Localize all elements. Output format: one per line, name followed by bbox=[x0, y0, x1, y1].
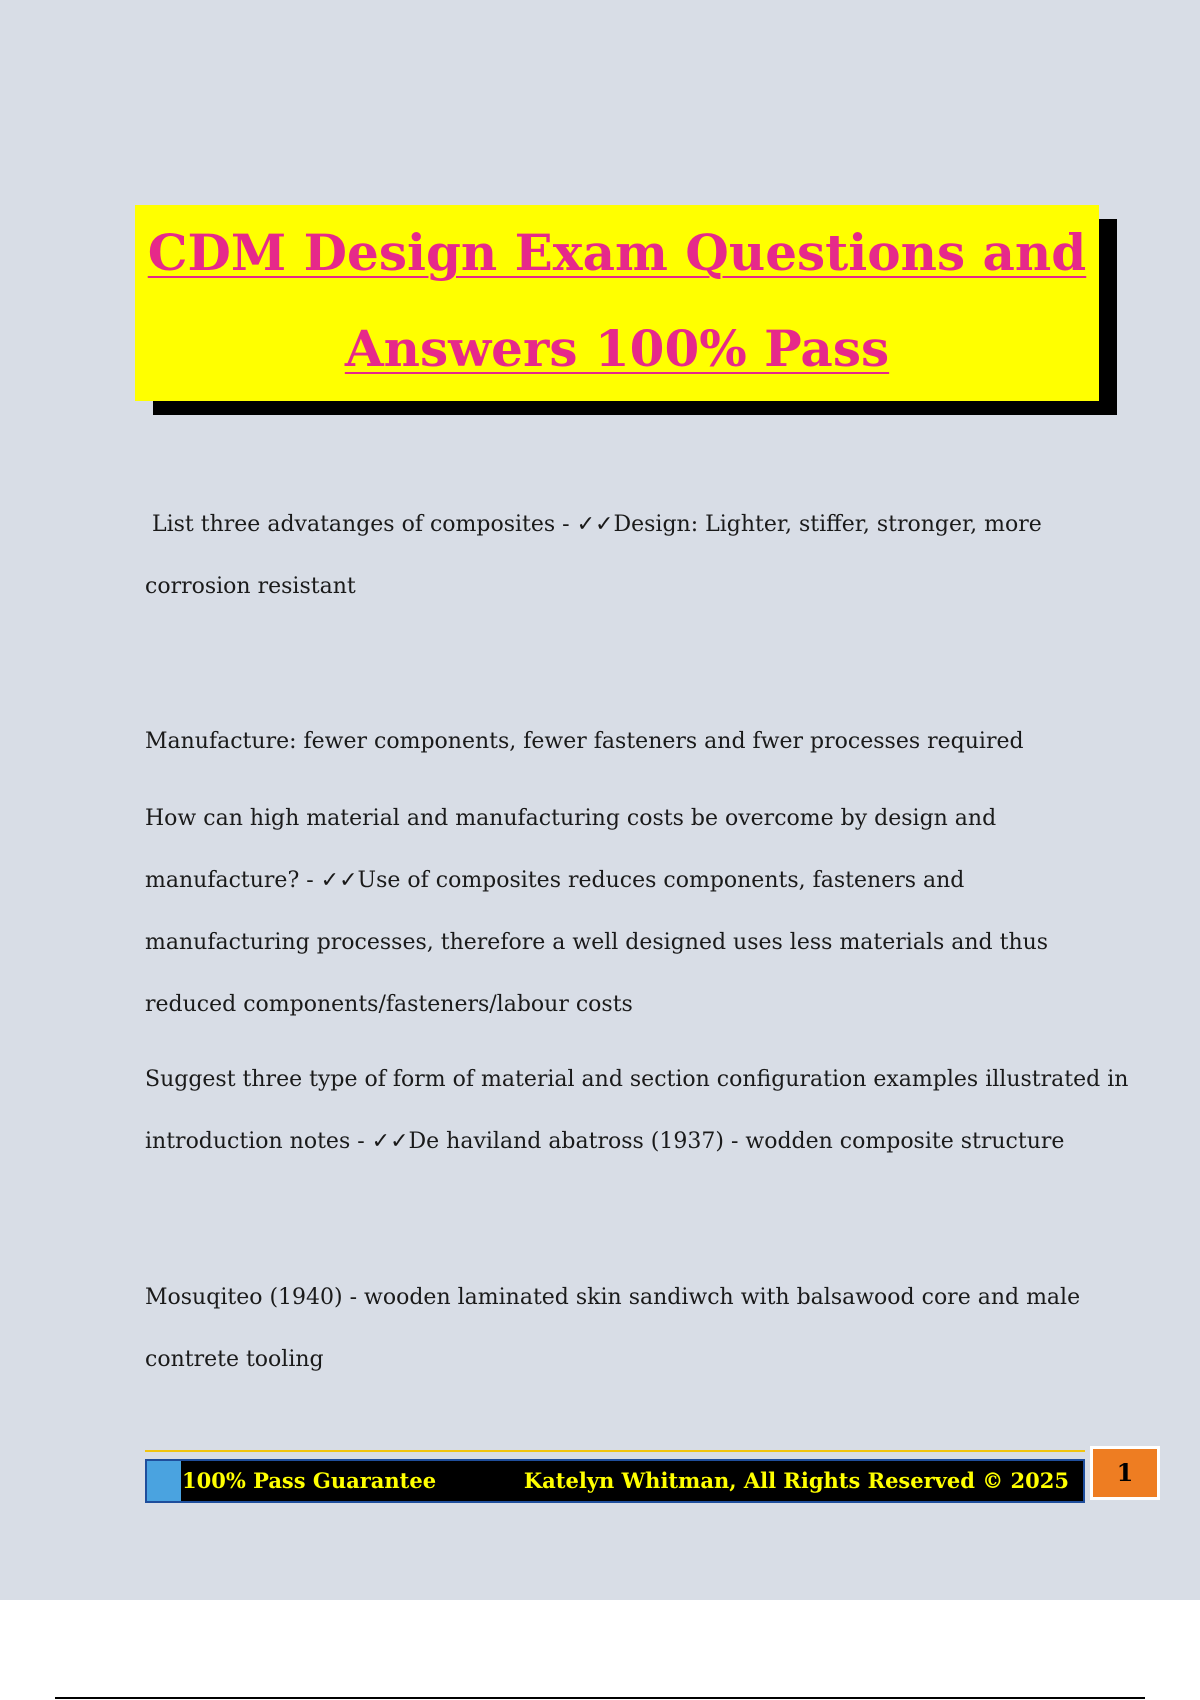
next-page-divider bbox=[55, 1697, 1145, 1699]
text-line: manufacture? - ✓✓Use of composites reduces components, fasteners and bbox=[145, 868, 965, 893]
paragraph-form-examples bbox=[145, 1049, 1129, 1173]
text-line: introduction notes - ✓✓De haviland abatross (1937) - wodden composite structure bbox=[145, 1129, 1065, 1154]
text-line: How can high material and manufacturing costs be overcome by design and bbox=[145, 806, 997, 831]
title-banner bbox=[135, 205, 1099, 401]
page-number-badge: 1 bbox=[1090, 1446, 1160, 1500]
paragraph-composite-advantages bbox=[145, 494, 1085, 618]
text-line: Suggest three type of form of material and section configuration examples illustrated in bbox=[145, 1067, 1129, 1092]
text-line: List three advatanges of composites - ✓✓Design: Lighter, stiffer, stronger, more bbox=[145, 512, 1042, 537]
text-line: manufacturing processes, therefore a well designed uses less materials and thus bbox=[145, 930, 1049, 955]
text-line: contrete tooling bbox=[145, 1347, 324, 1372]
text-line: reduced components/fasteners/labour costs bbox=[145, 992, 633, 1017]
footer-bar bbox=[145, 1459, 1085, 1503]
document-title-line-2: Answers 100% Pass bbox=[344, 319, 890, 378]
footer-copyright-text: Katelyn Whitman, All Rights Reserved © 2025 bbox=[523, 1468, 1069, 1493]
footer-guarantee-text: 100% Pass Guarantee bbox=[182, 1468, 437, 1493]
text-line: corrosion resistant bbox=[145, 574, 356, 599]
paragraph-manufacture bbox=[145, 711, 1085, 773]
document-title-line-1: CDM Design Exam Questions and bbox=[147, 223, 1087, 282]
paragraph-mosquito bbox=[145, 1267, 1085, 1391]
text-line: Manufacture: fewer components, fewer fasteners and fwer processes required bbox=[145, 729, 1024, 754]
paragraph-cost-question bbox=[145, 788, 1085, 1036]
text-line: Mosuqiteo (1940) - wooden laminated skin sandiwch with balsawood core and male bbox=[145, 1285, 1081, 1310]
footer-divider bbox=[145, 1450, 1085, 1452]
